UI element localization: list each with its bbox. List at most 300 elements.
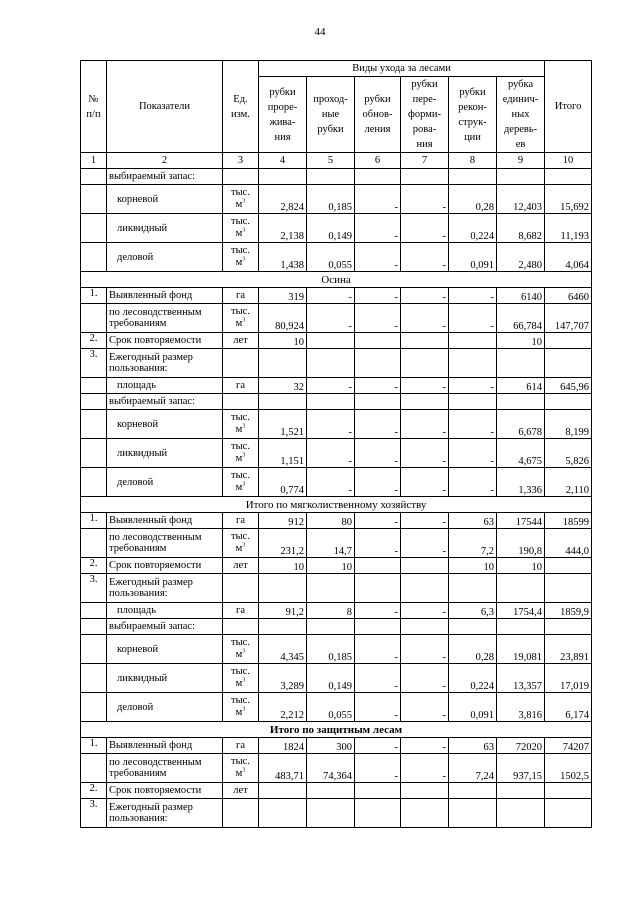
value-cell: - xyxy=(449,288,497,304)
value-cell: 0,055 xyxy=(307,243,355,272)
value-cell: 1,336 xyxy=(497,468,545,497)
value-cell xyxy=(355,349,401,378)
value-cell: 23,891 xyxy=(545,635,592,664)
unit-cell: тыс. $м^3$ xyxy=(223,529,259,558)
row-number xyxy=(81,664,107,693)
value-cell: - xyxy=(401,664,449,693)
unit-cell: лет xyxy=(223,333,259,349)
table-row xyxy=(81,468,592,497)
value-cell xyxy=(259,574,307,603)
value-cell xyxy=(497,349,545,378)
row-label: Ежегодный размер пользования: xyxy=(107,574,223,603)
value-cell: - xyxy=(401,410,449,439)
header-col-6: рубки обнов- ления xyxy=(355,77,401,153)
value-cell: - xyxy=(355,693,401,722)
value-cell: 2,480 xyxy=(497,243,545,272)
row-number: 3. xyxy=(81,799,107,828)
value-cell: - xyxy=(449,410,497,439)
value-cell: - xyxy=(355,468,401,497)
value-cell: 80 xyxy=(307,513,355,529)
value-cell xyxy=(355,169,401,185)
row-number xyxy=(81,304,107,333)
header-number-1: 1 xyxy=(81,153,107,169)
value-cell: 7,2 xyxy=(449,529,497,558)
row-number xyxy=(81,169,107,185)
value-cell: 17,019 xyxy=(545,664,592,693)
value-cell: 15,692 xyxy=(545,185,592,214)
value-cell xyxy=(449,783,497,799)
value-cell: 0,28 xyxy=(449,635,497,664)
value-cell: - xyxy=(401,439,449,468)
unit-cell xyxy=(223,799,259,828)
value-cell: 2,138 xyxy=(259,214,307,243)
value-cell: 645,96 xyxy=(545,378,592,394)
row-label: деловой xyxy=(107,468,223,497)
value-cell xyxy=(497,783,545,799)
value-cell xyxy=(307,574,355,603)
value-cell xyxy=(355,574,401,603)
value-cell: 6140 xyxy=(497,288,545,304)
table-row xyxy=(81,738,592,754)
value-cell: 10 xyxy=(497,558,545,574)
value-cell: 72020 xyxy=(497,738,545,754)
value-cell: 0,091 xyxy=(449,693,497,722)
header-number-8: 8 xyxy=(449,153,497,169)
value-cell xyxy=(307,169,355,185)
row-number xyxy=(81,603,107,619)
unit-cell: га xyxy=(223,513,259,529)
table-header xyxy=(81,61,592,169)
header-col-7: рубки пере- форми- рова- ния xyxy=(401,77,449,153)
value-cell: 614 xyxy=(497,378,545,394)
value-cell: - xyxy=(355,214,401,243)
value-cell: 0,149 xyxy=(307,664,355,693)
section-heading: Осина xyxy=(81,272,592,288)
value-cell: 32 xyxy=(259,378,307,394)
value-cell: - xyxy=(355,738,401,754)
row-label: корневой xyxy=(107,635,223,664)
row-label: корневой xyxy=(107,410,223,439)
row-number: 2. xyxy=(81,333,107,349)
unit-cell xyxy=(223,349,259,378)
table-row xyxy=(81,603,592,619)
row-label: выбираемый запас: xyxy=(107,394,223,410)
row-label: площадь xyxy=(107,603,223,619)
table-row xyxy=(81,288,592,304)
row-number xyxy=(81,394,107,410)
header-col-5: проход- ные рубки xyxy=(307,77,355,153)
row-number xyxy=(81,635,107,664)
value-cell: 4,345 xyxy=(259,635,307,664)
value-cell xyxy=(401,558,449,574)
row-number xyxy=(81,529,107,558)
value-cell: 0,28 xyxy=(449,185,497,214)
value-cell: 7,24 xyxy=(449,754,497,783)
value-cell: - xyxy=(307,378,355,394)
value-cell xyxy=(497,394,545,410)
unit-cell: тыс. $м^3$ xyxy=(223,754,259,783)
unit-cell: лет xyxy=(223,783,259,799)
unit-cell: тыс. $м^3$ xyxy=(223,214,259,243)
row-number xyxy=(81,619,107,635)
value-cell xyxy=(355,394,401,410)
value-cell: - xyxy=(449,439,497,468)
value-cell: 912 xyxy=(259,513,307,529)
row-label: Срок повторяемости xyxy=(107,783,223,799)
value-cell: 0,091 xyxy=(449,243,497,272)
value-cell: - xyxy=(355,439,401,468)
value-cell: 11,193 xyxy=(545,214,592,243)
row-number: 1. xyxy=(81,738,107,754)
table-row xyxy=(81,304,592,333)
value-cell: - xyxy=(449,304,497,333)
table-row xyxy=(81,394,592,410)
unit-cell xyxy=(223,169,259,185)
value-cell: 0,224 xyxy=(449,664,497,693)
row-label: Ежегодный размер пользования: xyxy=(107,799,223,828)
table-row xyxy=(81,349,592,378)
value-cell: 10 xyxy=(497,333,545,349)
value-cell: 231,2 xyxy=(259,529,307,558)
value-cell: 10 xyxy=(449,558,497,574)
value-cell: 0,055 xyxy=(307,693,355,722)
value-cell xyxy=(307,333,355,349)
table-row xyxy=(81,635,592,664)
value-cell: 18599 xyxy=(545,513,592,529)
unit-cell: га xyxy=(223,378,259,394)
value-cell: 147,707 xyxy=(545,304,592,333)
row-number xyxy=(81,185,107,214)
value-cell: - xyxy=(401,529,449,558)
value-cell: 2,824 xyxy=(259,185,307,214)
unit-cell: тыс. $м^3$ xyxy=(223,243,259,272)
value-cell: 2,212 xyxy=(259,693,307,722)
value-cell: - xyxy=(401,738,449,754)
table-row xyxy=(81,169,592,185)
value-cell: 3,816 xyxy=(497,693,545,722)
value-cell: 66,784 xyxy=(497,304,545,333)
table-row xyxy=(81,185,592,214)
value-cell: - xyxy=(355,635,401,664)
row-label: по лесоводственным требованиям xyxy=(107,304,223,333)
value-cell: 483,71 xyxy=(259,754,307,783)
value-cell: 8,199 xyxy=(545,410,592,439)
value-cell: - xyxy=(401,468,449,497)
row-label: корневой xyxy=(107,185,223,214)
value-cell xyxy=(401,169,449,185)
value-cell xyxy=(401,619,449,635)
value-cell: 1,521 xyxy=(259,410,307,439)
table-row xyxy=(81,664,592,693)
value-cell xyxy=(545,349,592,378)
value-cell xyxy=(307,783,355,799)
value-cell: 937,15 xyxy=(497,754,545,783)
header-number-10: 10 xyxy=(545,153,592,169)
row-label: по лесоводственным требованиям xyxy=(107,529,223,558)
unit-cell: тыс. $м^3$ xyxy=(223,468,259,497)
value-cell: 2,110 xyxy=(545,468,592,497)
value-cell: 10 xyxy=(307,558,355,574)
value-cell xyxy=(401,799,449,828)
value-cell xyxy=(307,619,355,635)
value-cell: - xyxy=(449,468,497,497)
value-cell: - xyxy=(401,378,449,394)
value-cell xyxy=(449,799,497,828)
value-cell: - xyxy=(401,635,449,664)
value-cell: 6,3 xyxy=(449,603,497,619)
table-row xyxy=(81,513,592,529)
value-cell: - xyxy=(307,410,355,439)
value-cell: 1,151 xyxy=(259,439,307,468)
row-label: Выявленный фонд xyxy=(107,513,223,529)
value-cell xyxy=(449,394,497,410)
unit-cell: га xyxy=(223,288,259,304)
table-row xyxy=(81,214,592,243)
value-cell: - xyxy=(307,468,355,497)
value-cell: 6,174 xyxy=(545,693,592,722)
header-col-9: рубка единич- ных деревь- ев xyxy=(497,77,545,153)
table-row xyxy=(81,558,592,574)
header-number-3: 3 xyxy=(223,153,259,169)
table-row xyxy=(81,439,592,468)
row-label: деловой xyxy=(107,243,223,272)
value-cell: - xyxy=(355,513,401,529)
table-row xyxy=(81,722,592,738)
forest-care-table xyxy=(80,60,592,828)
value-cell: 1502,5 xyxy=(545,754,592,783)
value-cell xyxy=(259,799,307,828)
header-total: Итого xyxy=(545,61,592,153)
value-cell xyxy=(545,169,592,185)
value-cell: 80,924 xyxy=(259,304,307,333)
row-label: Выявленный фонд xyxy=(107,738,223,754)
unit-cell: тыс. $м^3$ xyxy=(223,439,259,468)
value-cell: - xyxy=(355,243,401,272)
value-cell: 0,224 xyxy=(449,214,497,243)
value-cell xyxy=(307,394,355,410)
section-heading: Итого по защитным лесам xyxy=(81,722,592,738)
value-cell xyxy=(355,558,401,574)
value-cell xyxy=(545,333,592,349)
value-cell: - xyxy=(401,513,449,529)
value-cell xyxy=(259,169,307,185)
unit-cell: тыс. $м^3$ xyxy=(223,635,259,664)
header-number-7: 7 xyxy=(401,153,449,169)
page-number: 44 xyxy=(314,26,326,38)
unit-cell: лет xyxy=(223,558,259,574)
value-cell: - xyxy=(401,243,449,272)
value-cell: 1754,4 xyxy=(497,603,545,619)
header-col-8: рубки рекон- струк- ции xyxy=(449,77,497,153)
row-label: ликвидный xyxy=(107,439,223,468)
value-cell: - xyxy=(307,304,355,333)
value-cell: - xyxy=(355,288,401,304)
unit-cell: га xyxy=(223,603,259,619)
table-row xyxy=(81,783,592,799)
table-row xyxy=(81,619,592,635)
value-cell: 0,774 xyxy=(259,468,307,497)
value-cell: - xyxy=(355,410,401,439)
table-row xyxy=(81,497,592,513)
value-cell: - xyxy=(401,288,449,304)
value-cell xyxy=(355,619,401,635)
row-number: 1. xyxy=(81,288,107,304)
value-cell xyxy=(545,558,592,574)
row-number: 2. xyxy=(81,558,107,574)
header-col-4: рубки проре- жива- ния xyxy=(259,77,307,153)
table-row xyxy=(81,574,592,603)
value-cell xyxy=(449,333,497,349)
value-cell: 1859,9 xyxy=(545,603,592,619)
row-label: ликвидный xyxy=(107,664,223,693)
row-number xyxy=(81,410,107,439)
table-row xyxy=(81,754,592,783)
value-cell: - xyxy=(355,603,401,619)
unit-cell: тыс. $м^3$ xyxy=(223,185,259,214)
unit-cell: га xyxy=(223,738,259,754)
value-cell: - xyxy=(355,754,401,783)
value-cell: 5,826 xyxy=(545,439,592,468)
section-heading: Итого по мягколиственному хозяйству xyxy=(81,497,592,513)
header-number-6: 6 xyxy=(355,153,401,169)
value-cell: 300 xyxy=(307,738,355,754)
value-cell xyxy=(401,574,449,603)
header-unit: Ед. изм. xyxy=(223,61,259,153)
value-cell: 0,149 xyxy=(307,214,355,243)
value-cell: - xyxy=(449,378,497,394)
value-cell: 17544 xyxy=(497,513,545,529)
value-cell: 63 xyxy=(449,738,497,754)
row-number: 1. xyxy=(81,513,107,529)
value-cell: 1,438 xyxy=(259,243,307,272)
unit-cell xyxy=(223,394,259,410)
value-cell: - xyxy=(355,185,401,214)
header-indicator: Показатели xyxy=(107,61,223,153)
value-cell: 319 xyxy=(259,288,307,304)
row-number xyxy=(81,754,107,783)
row-label: Выявленный фонд xyxy=(107,288,223,304)
value-cell: 74,364 xyxy=(307,754,355,783)
value-cell: 6,678 xyxy=(497,410,545,439)
row-label: выбираемый запас: xyxy=(107,169,223,185)
value-cell: 444,0 xyxy=(545,529,592,558)
table-body xyxy=(81,169,592,828)
unit-cell: тыс. $м^3$ xyxy=(223,410,259,439)
value-cell xyxy=(497,169,545,185)
value-cell: - xyxy=(307,288,355,304)
value-cell xyxy=(307,349,355,378)
value-cell: - xyxy=(355,378,401,394)
value-cell xyxy=(545,574,592,603)
row-number xyxy=(81,439,107,468)
table-row xyxy=(81,799,592,828)
value-cell: 19,081 xyxy=(497,635,545,664)
row-number xyxy=(81,378,107,394)
value-cell xyxy=(259,783,307,799)
value-cell: 3,289 xyxy=(259,664,307,693)
value-cell xyxy=(449,574,497,603)
row-number: 3. xyxy=(81,574,107,603)
value-cell: - xyxy=(401,185,449,214)
value-cell xyxy=(401,394,449,410)
header-group: Виды ухода за лесами xyxy=(259,61,545,77)
row-number xyxy=(81,468,107,497)
value-cell xyxy=(545,619,592,635)
value-cell xyxy=(355,333,401,349)
value-cell: - xyxy=(355,529,401,558)
table-row xyxy=(81,333,592,349)
value-cell: 74207 xyxy=(545,738,592,754)
value-cell xyxy=(545,799,592,828)
value-cell xyxy=(449,619,497,635)
table-row xyxy=(81,410,592,439)
value-cell xyxy=(545,783,592,799)
value-cell: 8 xyxy=(307,603,355,619)
row-label: по лесоводственным требованиям xyxy=(107,754,223,783)
value-cell: - xyxy=(355,664,401,693)
unit-cell: тыс. $м^3$ xyxy=(223,664,259,693)
value-cell xyxy=(307,799,355,828)
row-number: 2. xyxy=(81,783,107,799)
row-number xyxy=(81,693,107,722)
row-label: Срок повторяемости xyxy=(107,558,223,574)
header-number-4: 4 xyxy=(259,153,307,169)
header-number-5: 5 xyxy=(307,153,355,169)
value-cell: 0,185 xyxy=(307,635,355,664)
value-cell xyxy=(259,394,307,410)
table-row xyxy=(81,378,592,394)
row-number xyxy=(81,214,107,243)
row-number: 3. xyxy=(81,349,107,378)
value-cell: 91,2 xyxy=(259,603,307,619)
unit-cell xyxy=(223,619,259,635)
value-cell: - xyxy=(307,439,355,468)
value-cell xyxy=(497,799,545,828)
value-cell: - xyxy=(401,693,449,722)
value-cell: 1824 xyxy=(259,738,307,754)
row-label: Ежегодный размер пользования: xyxy=(107,349,223,378)
row-label: ликвидный xyxy=(107,214,223,243)
value-cell: 0,185 xyxy=(307,185,355,214)
value-cell xyxy=(497,619,545,635)
row-label: деловой xyxy=(107,693,223,722)
value-cell: 13,357 xyxy=(497,664,545,693)
value-cell xyxy=(259,619,307,635)
value-cell: - xyxy=(401,603,449,619)
table-row xyxy=(81,243,592,272)
value-cell: 6460 xyxy=(545,288,592,304)
value-cell: 4,675 xyxy=(497,439,545,468)
value-cell: - xyxy=(355,304,401,333)
header-number-2: 2 xyxy=(107,153,223,169)
unit-cell: тыс. $м^3$ xyxy=(223,693,259,722)
value-cell: 8,682 xyxy=(497,214,545,243)
unit-cell xyxy=(223,574,259,603)
value-cell xyxy=(545,394,592,410)
value-cell: 14,7 xyxy=(307,529,355,558)
value-cell xyxy=(449,349,497,378)
value-cell: 12,403 xyxy=(497,185,545,214)
value-cell: 10 xyxy=(259,333,307,349)
value-cell: - xyxy=(401,304,449,333)
value-cell: 190,8 xyxy=(497,529,545,558)
row-number xyxy=(81,243,107,272)
value-cell xyxy=(259,349,307,378)
table-row xyxy=(81,693,592,722)
unit-cell: тыс. $м^3$ xyxy=(223,304,259,333)
header-number-9: 9 xyxy=(497,153,545,169)
value-cell xyxy=(355,783,401,799)
